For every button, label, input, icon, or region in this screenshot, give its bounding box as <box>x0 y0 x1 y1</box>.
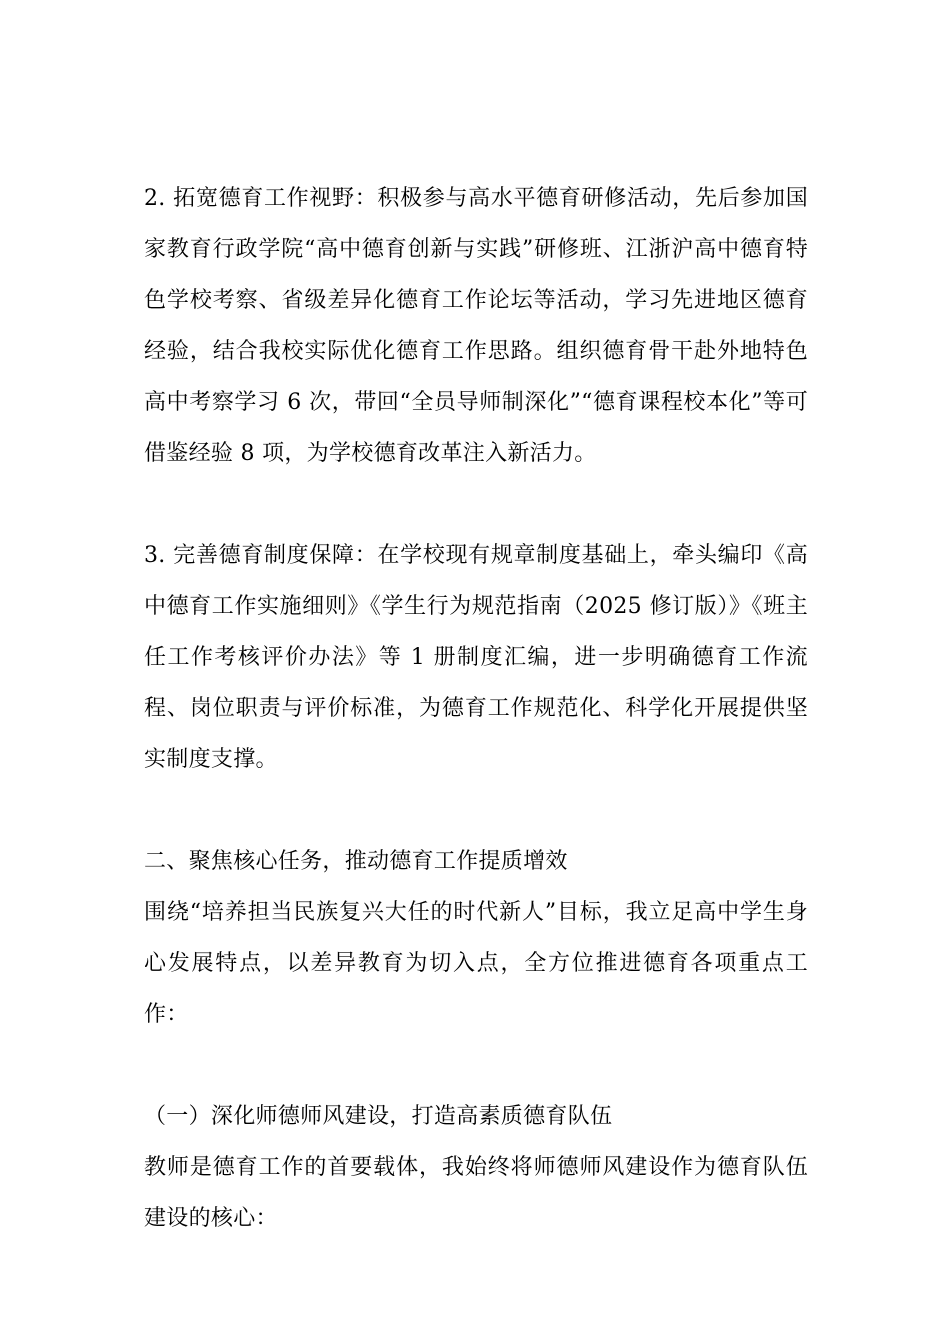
paragraph-spacer <box>144 479 808 530</box>
document-body <box>144 173 808 1244</box>
paragraph-section-intro: 围绕“培养担当民族复兴大任的时代新人”目标，我立足高中学生身心发展特点，以差异教育为切入点，全方位推进德育各项重点工作： <box>144 900 808 1027</box>
paragraph-improve-system: 3. 完善德育制度保障：在学校现有规章制度基础上，牵头编印《高中德育工作实施细则》《学生行为规范指南（2025 修订版）》《班主任工作考核评价办法》等 1 册制度汇编，进一步明确德育工作流程、岗位职责与评价标准，为德育工作规范化、科学化开展提供坚实制度支撑。 <box>144 543 808 772</box>
paragraph-broaden-vision: 2. 拓宽德育工作视野：积极参与高水平德育研修活动，先后参加国家教育行政学院“高中德育创新与实践”研修班、江浙沪高中德育特色学校考察、省级差异化德育工作论坛等活动，学习先进地区德育经验，结合我校实际优化德育工作思路。组织德育骨干赴外地特色高中考察学习 6 次，带回“全员导师制深化”“德育课程校本化”等可借鉴经验 8 项，为学校德育改革注入新活力。 <box>144 186 808 466</box>
paragraph-spacer <box>144 1040 808 1091</box>
paragraph-spacer <box>144 785 808 836</box>
section-heading-core-tasks: 二、聚焦核心任务，推动德育工作提质增效 <box>144 849 568 874</box>
subsection-heading-teacher-ethics: （一）深化师德师风建设，打造高素质德育队伍 <box>144 1104 613 1129</box>
paragraph-subsection-intro: 教师是德育工作的首要载体，我始终将师德师风建设作为德育队伍建设的核心： <box>144 1155 808 1231</box>
